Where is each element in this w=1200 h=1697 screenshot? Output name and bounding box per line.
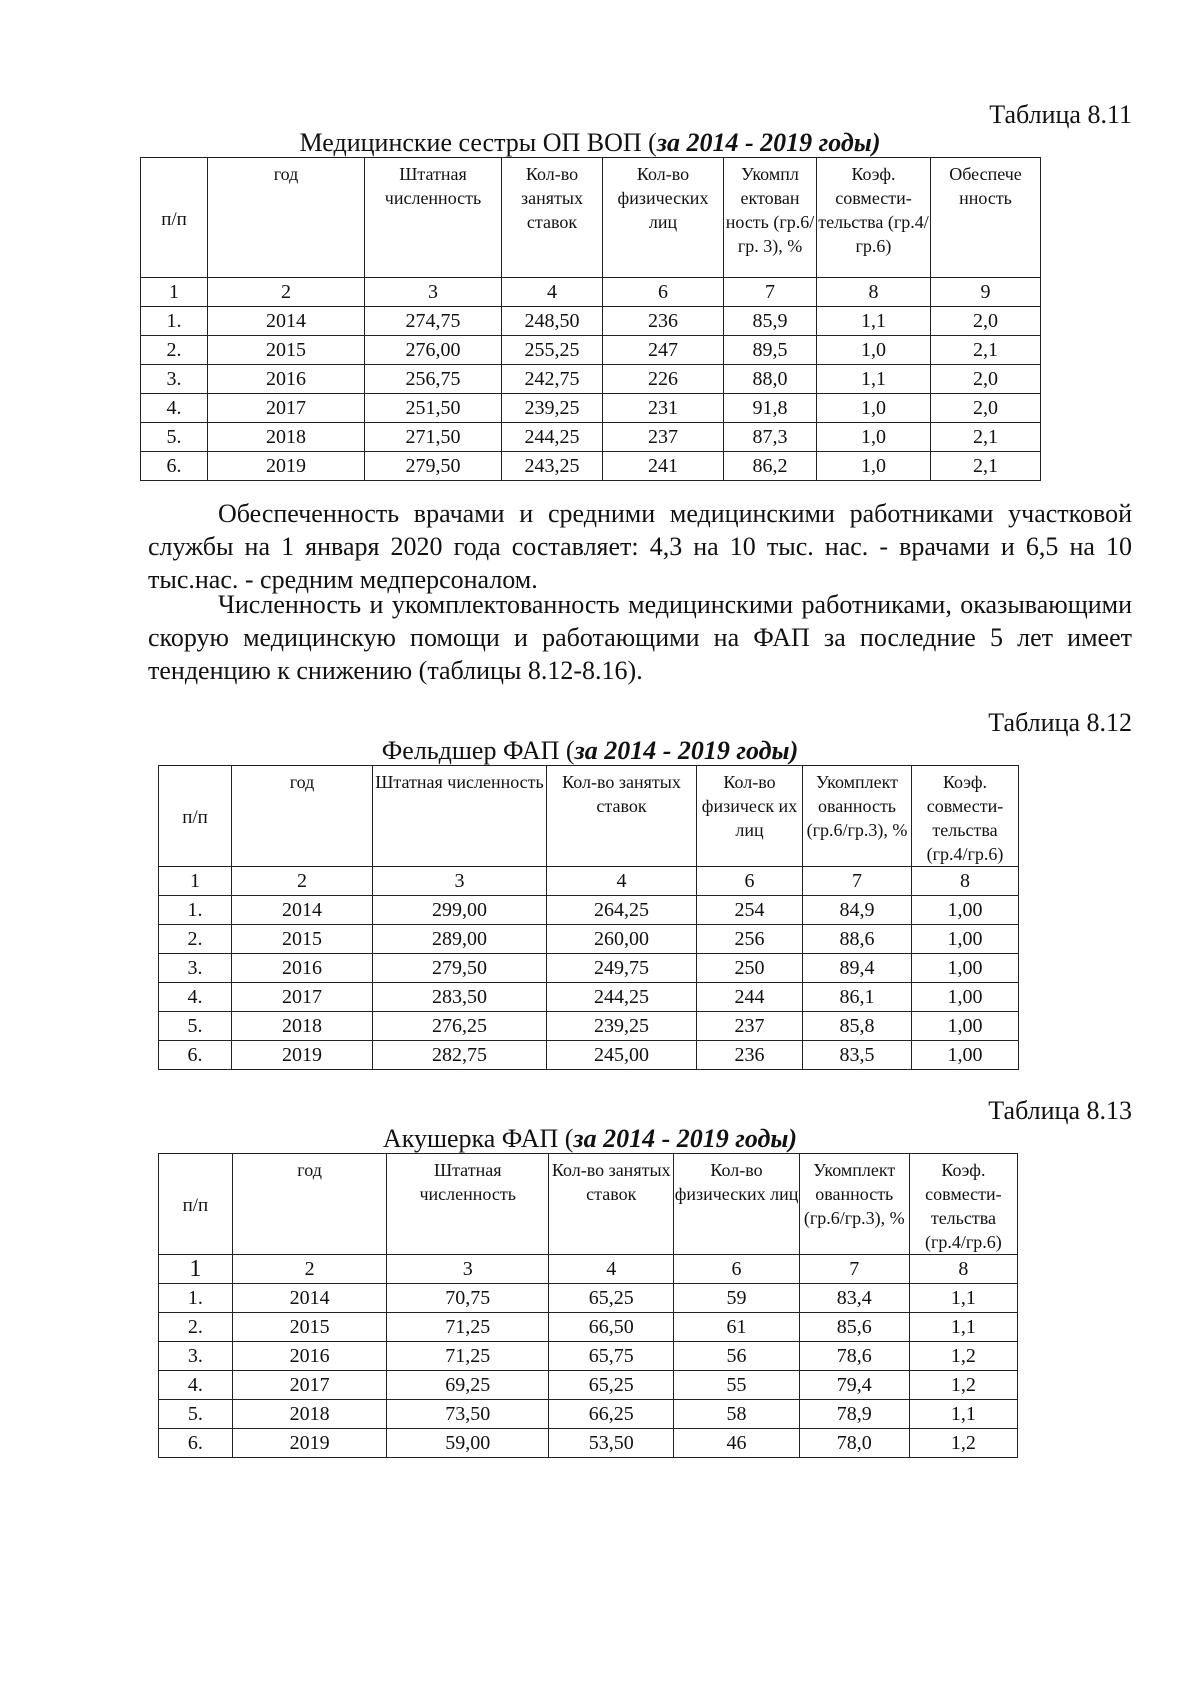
table-cell: 89,5 xyxy=(724,336,817,365)
header-coef: Коэф. совмести- тельства (гр.4/гр.6) xyxy=(909,1154,1017,1255)
table-cell: 244,25 xyxy=(502,423,603,452)
table-cell: 78,6 xyxy=(799,1342,909,1371)
table-row xyxy=(159,983,1019,1012)
table-row xyxy=(159,1041,1019,1070)
table-cell: 2014 xyxy=(232,1284,387,1313)
table-cell: 2016 xyxy=(232,954,373,983)
table-8-13 xyxy=(158,1153,1018,1458)
table-cell: 2018 xyxy=(232,1400,387,1429)
paragraph-staffing-trend: Численность и укомплектованность медицинскими работниками, оказывающими скорую медицинскую помощи и работающими на ФАП за последние 5 лет имеет тенденцию к снижению (таблицы 8.12-8.16). xyxy=(148,590,1132,685)
table-cell: 4. xyxy=(159,1371,233,1400)
table-cell: 2,1 xyxy=(931,423,1041,452)
table-row xyxy=(159,1284,1018,1313)
column-number: 3 xyxy=(365,278,502,307)
column-number: 4 xyxy=(547,867,697,896)
table-cell: 247 xyxy=(603,336,724,365)
table-cell: 2019 xyxy=(232,1041,373,1070)
column-number: 8 xyxy=(909,1255,1017,1284)
table-cell: 2015 xyxy=(208,336,365,365)
table-cell: 1,1 xyxy=(909,1284,1017,1313)
column-number: 4 xyxy=(502,278,603,307)
table-8-11-number: Таблица 8.11 xyxy=(989,100,1132,129)
header-persons: Кол-во физических лиц xyxy=(603,158,724,278)
header-pp: п/п xyxy=(159,1154,233,1255)
table-cell: 5. xyxy=(159,1012,232,1041)
table-cell: 299,00 xyxy=(373,896,547,925)
table-cell: 88,0 xyxy=(724,365,817,394)
table-cell: 4. xyxy=(159,983,232,1012)
table-cell: 1,0 xyxy=(817,394,931,423)
table-cell: 264,25 xyxy=(547,896,697,925)
table-cell: 2015 xyxy=(232,925,373,954)
column-number: 7 xyxy=(803,867,912,896)
table-8-12-number: Таблица 8.12 xyxy=(988,708,1132,737)
table-cell: 2016 xyxy=(232,1342,387,1371)
header-year: год xyxy=(208,158,365,278)
header-staffing: Укомпл ектован ность (гр.6/гр. 3), % xyxy=(724,158,817,278)
table-cell: 1. xyxy=(141,307,208,336)
table-cell: 279,50 xyxy=(365,452,502,481)
header-coef: Коэф. совмести- тельства (гр.4/гр.6) xyxy=(912,766,1019,867)
table-cell: 260,00 xyxy=(547,925,697,954)
column-number: 2 xyxy=(232,1255,387,1284)
table-cell: 58 xyxy=(674,1400,799,1429)
table-cell: 83,5 xyxy=(803,1041,912,1070)
table-cell: 2,1 xyxy=(931,452,1041,481)
table-cell: 2. xyxy=(141,336,208,365)
table-cell: 85,6 xyxy=(799,1313,909,1342)
table-cell: 242,75 xyxy=(502,365,603,394)
table-header-row xyxy=(159,766,1019,867)
table-cell: 3. xyxy=(159,954,232,983)
column-number: 7 xyxy=(799,1255,909,1284)
table-cell: 1,2 xyxy=(909,1429,1017,1458)
table-row xyxy=(159,1342,1018,1371)
header-staff: Штатная численность xyxy=(387,1154,549,1255)
table-cell: 71,25 xyxy=(387,1342,549,1371)
table-cell: 6. xyxy=(141,452,208,481)
table-cell: 2017 xyxy=(232,1371,387,1400)
table-cell: 1,00 xyxy=(912,1012,1019,1041)
table-cell: 2,0 xyxy=(931,307,1041,336)
table-cell: 53,50 xyxy=(549,1429,674,1458)
table-row xyxy=(159,1371,1018,1400)
column-number: 6 xyxy=(697,867,803,896)
header-coef: Коэф. совмести- тельства (гр.4/гр.6) xyxy=(817,158,931,278)
header-staff: Штатная численность xyxy=(373,766,547,867)
table-8-13-title xyxy=(0,1124,1190,1154)
header-persons: Кол-во физическ их лиц xyxy=(697,766,803,867)
table-cell: 65,25 xyxy=(549,1371,674,1400)
table-cell: 236 xyxy=(603,307,724,336)
table-header-row xyxy=(141,158,1041,278)
table-cell: 249,75 xyxy=(547,954,697,983)
table-cell: 65,75 xyxy=(549,1342,674,1371)
table-cell: 66,25 xyxy=(549,1400,674,1429)
header-occupied: Кол-во занятых ставок xyxy=(502,158,603,278)
header-persons: Кол-во физических лиц xyxy=(674,1154,799,1255)
table-row xyxy=(159,954,1019,983)
table-cell: 1,0 xyxy=(817,452,931,481)
table-row xyxy=(159,1429,1018,1458)
table-cell: 4. xyxy=(141,394,208,423)
table-cell: 2018 xyxy=(208,423,365,452)
column-number-row xyxy=(159,1255,1018,1284)
table-cell: 276,00 xyxy=(365,336,502,365)
column-number: 8 xyxy=(817,278,931,307)
header-occupied: Кол-во занятых ставок xyxy=(549,1154,674,1255)
table-cell: 89,4 xyxy=(803,954,912,983)
table-cell: 1,0 xyxy=(817,336,931,365)
table-title-years: за 2014 - 2019 годы) xyxy=(656,128,881,157)
table-8-11-title xyxy=(0,128,1190,158)
column-number: 9 xyxy=(931,278,1041,307)
table-cell: 276,25 xyxy=(373,1012,547,1041)
table-8-13-number: Таблица 8.13 xyxy=(988,1096,1132,1125)
table-header-row xyxy=(159,1154,1018,1255)
column-number: 4 xyxy=(549,1255,674,1284)
table-cell: 1,1 xyxy=(909,1400,1017,1429)
table-cell: 231 xyxy=(603,394,724,423)
table-cell: 248,50 xyxy=(502,307,603,336)
column-number: 1 xyxy=(159,867,232,896)
table-cell: 2019 xyxy=(232,1429,387,1458)
table-row xyxy=(159,1313,1018,1342)
table-title-years: за 2014 - 2019 годы) xyxy=(573,1124,798,1153)
column-number-row xyxy=(159,867,1019,896)
table-cell: 59 xyxy=(674,1284,799,1313)
header-year: год xyxy=(232,766,373,867)
table-row xyxy=(141,336,1041,365)
table-cell: 271,50 xyxy=(365,423,502,452)
table-cell: 6. xyxy=(159,1429,233,1458)
table-cell: 2017 xyxy=(232,983,373,1012)
table-cell: 61 xyxy=(674,1313,799,1342)
table-cell: 88,6 xyxy=(803,925,912,954)
column-number: 1 xyxy=(141,278,208,307)
column-number: 3 xyxy=(373,867,547,896)
table-cell: 239,25 xyxy=(547,1012,697,1041)
table-row xyxy=(159,1400,1018,1429)
table-title-main: Медицинские сестры ОП ВОП ( xyxy=(299,128,657,157)
table-cell: 1,0 xyxy=(817,423,931,452)
table-cell: 256 xyxy=(697,925,803,954)
table-cell: 85,8 xyxy=(803,1012,912,1041)
table-cell: 279,50 xyxy=(373,954,547,983)
table-cell: 59,00 xyxy=(387,1429,549,1458)
table-cell: 2014 xyxy=(208,307,365,336)
table-cell: 87,3 xyxy=(724,423,817,452)
table-cell: 1,00 xyxy=(912,1041,1019,1070)
table-cell: 91,8 xyxy=(724,394,817,423)
table-cell: 79,4 xyxy=(799,1371,909,1400)
table-cell: 86,2 xyxy=(724,452,817,481)
table-row xyxy=(159,1012,1019,1041)
paragraph-provision: Обеспеченность врачами и средними медицинскими работниками участковой службы на 1 января 2020 года составляет: 4,3 на 10 тыс. нас. - врачами и 6,5 на 10 тыс.нас. - средним медперсоналом. xyxy=(148,499,1132,594)
table-cell: 86,1 xyxy=(803,983,912,1012)
table-cell: 6. xyxy=(159,1041,232,1070)
header-provision: Обеспече нность xyxy=(931,158,1041,278)
table-cell: 2016 xyxy=(208,365,365,394)
table-row xyxy=(141,307,1041,336)
table-cell: 1,1 xyxy=(817,307,931,336)
table-row xyxy=(141,365,1041,394)
table-cell: 5. xyxy=(159,1400,233,1429)
table-cell: 1. xyxy=(159,1284,233,1313)
table-cell: 244 xyxy=(697,983,803,1012)
table-cell: 73,50 xyxy=(387,1400,549,1429)
table-cell: 2,0 xyxy=(931,394,1041,423)
table-cell: 2. xyxy=(159,925,232,954)
table-cell: 69,25 xyxy=(387,1371,549,1400)
table-cell: 251,50 xyxy=(365,394,502,423)
column-number-row xyxy=(141,278,1041,307)
table-cell: 2019 xyxy=(208,452,365,481)
table-cell: 66,50 xyxy=(549,1313,674,1342)
table-cell: 1,00 xyxy=(912,954,1019,983)
table-cell: 56 xyxy=(674,1342,799,1371)
table-cell: 55 xyxy=(674,1371,799,1400)
header-year: год xyxy=(232,1154,387,1255)
header-staffing: Укомплект ованность (гр.6/гр.3), % xyxy=(803,766,912,867)
column-number: 3 xyxy=(387,1255,549,1284)
table-cell: 2015 xyxy=(232,1313,387,1342)
table-cell: 65,25 xyxy=(549,1284,674,1313)
table-cell: 2. xyxy=(159,1313,233,1342)
table-cell: 71,25 xyxy=(387,1313,549,1342)
table-cell: 83,4 xyxy=(799,1284,909,1313)
table-cell: 3. xyxy=(159,1342,233,1371)
column-number: 8 xyxy=(912,867,1019,896)
column-number: 2 xyxy=(232,867,373,896)
header-pp: п/п xyxy=(159,766,232,867)
table-cell: 282,75 xyxy=(373,1041,547,1070)
table-cell: 1,1 xyxy=(817,365,931,394)
header-pp: п/п xyxy=(141,158,208,278)
header-staffing: Укомплект ованность (гр.6/гр.3), % xyxy=(799,1154,909,1255)
table-cell: 46 xyxy=(674,1429,799,1458)
table-cell: 244,25 xyxy=(547,983,697,1012)
column-number: 7 xyxy=(724,278,817,307)
table-cell: 237 xyxy=(603,423,724,452)
table-cell: 254 xyxy=(697,896,803,925)
table-cell: 1,2 xyxy=(909,1371,1017,1400)
table-cell: 237 xyxy=(697,1012,803,1041)
table-cell: 274,75 xyxy=(365,307,502,336)
table-row xyxy=(141,423,1041,452)
table-8-12 xyxy=(158,765,1019,1070)
table-cell: 78,9 xyxy=(799,1400,909,1429)
table-cell: 85,9 xyxy=(724,307,817,336)
table-cell: 1,00 xyxy=(912,896,1019,925)
table-cell: 70,75 xyxy=(387,1284,549,1313)
column-number: 1 xyxy=(159,1255,233,1284)
table-cell: 2,0 xyxy=(931,365,1041,394)
table-cell: 2018 xyxy=(232,1012,373,1041)
table-cell: 289,00 xyxy=(373,925,547,954)
table-cell: 1. xyxy=(159,896,232,925)
table-cell: 283,50 xyxy=(373,983,547,1012)
table-row xyxy=(141,452,1041,481)
column-number: 2 xyxy=(208,278,365,307)
table-cell: 1,2 xyxy=(909,1342,1017,1371)
table-cell: 245,00 xyxy=(547,1041,697,1070)
column-number: 6 xyxy=(674,1255,799,1284)
table-8-12-title xyxy=(0,736,1190,766)
table-cell: 250 xyxy=(697,954,803,983)
header-occupied: Кол-во занятых ставок xyxy=(547,766,697,867)
header-staff: Штатная численность xyxy=(365,158,502,278)
table-title-main: Фельдшер ФАП ( xyxy=(381,736,575,765)
table-title-years: за 2014 - 2019 годы) xyxy=(574,736,799,765)
table-cell: 226 xyxy=(603,365,724,394)
table-cell: 255,25 xyxy=(502,336,603,365)
table-cell: 1,00 xyxy=(912,983,1019,1012)
table-cell: 78,0 xyxy=(799,1429,909,1458)
table-cell: 256,75 xyxy=(365,365,502,394)
table-row xyxy=(159,896,1019,925)
table-cell: 3. xyxy=(141,365,208,394)
table-cell: 1,00 xyxy=(912,925,1019,954)
column-number: 6 xyxy=(603,278,724,307)
table-row xyxy=(159,925,1019,954)
table-8-11 xyxy=(140,157,1041,481)
table-title-main: Акушерка ФАП ( xyxy=(382,1124,574,1153)
table-cell: 239,25 xyxy=(502,394,603,423)
table-cell: 243,25 xyxy=(502,452,603,481)
table-cell: 5. xyxy=(141,423,208,452)
table-cell: 84,9 xyxy=(803,896,912,925)
table-cell: 2014 xyxy=(232,896,373,925)
table-row xyxy=(141,394,1041,423)
table-cell: 241 xyxy=(603,452,724,481)
table-cell: 1,1 xyxy=(909,1313,1017,1342)
table-cell: 2017 xyxy=(208,394,365,423)
table-cell: 2,1 xyxy=(931,336,1041,365)
table-cell: 236 xyxy=(697,1041,803,1070)
